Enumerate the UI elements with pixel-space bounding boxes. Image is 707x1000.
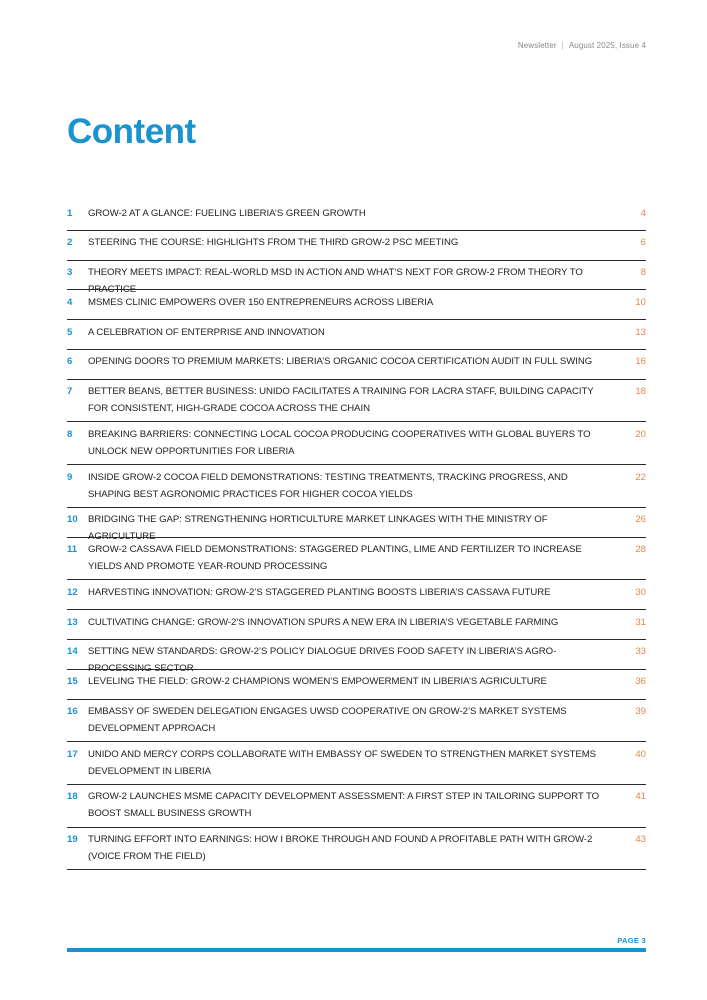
toc-entry-page: 6 bbox=[640, 237, 646, 249]
toc-entry-title: GROW-2 AT A GLANCE: FUELING LIBERIA’S GREEN GROWTH bbox=[88, 207, 366, 219]
toc-entry-number: 8 bbox=[67, 428, 73, 440]
toc-entry-title: BREAKING BARRIERS: CONNECTING LOCAL COCOA PRODUCING COOPERATIVES WITH GLOBAL BUYERS TO UNLOCK NEW OPPORTUNITIES FOR LIBERIA bbox=[88, 428, 591, 457]
toc-entry-number: 2 bbox=[67, 237, 73, 249]
toc-entry-number: 11 bbox=[67, 544, 78, 556]
toc-entry-page: 33 bbox=[635, 646, 646, 658]
toc-entry-3[interactable] bbox=[67, 261, 646, 296]
toc-entry-number: 1 bbox=[67, 207, 73, 219]
toc-entry-number: 5 bbox=[67, 326, 73, 338]
toc-entry-title: SETTING NEW STANDARDS: GROW-2’S POLICY DIALOGUE DRIVES FOOD SAFETY IN LIBERIA’S AGRO-PROCESSING SECTOR bbox=[88, 646, 557, 675]
issue-info: August 2025, Issue 4 bbox=[568, 41, 646, 50]
toc-entry-page: 43 bbox=[635, 834, 646, 846]
toc-entry-number: 9 bbox=[67, 471, 73, 483]
page-title: Content bbox=[67, 112, 196, 151]
toc-entry-8[interactable] bbox=[67, 422, 646, 465]
toc-entry-page: 30 bbox=[635, 586, 646, 598]
toc-entry-12[interactable] bbox=[67, 580, 646, 610]
toc-entry-page: 18 bbox=[635, 386, 646, 398]
toc-entry-title: GROW-2 CASSAVA FIELD DEMONSTRATIONS: STAGGERED PLANTING, LIME AND FERTILIZER TO INCREASE YIELDS AND PROMOTE YEAR-ROUND PROCESSING bbox=[88, 544, 582, 573]
toc-entry-number: 3 bbox=[67, 267, 73, 279]
toc-entry-title: EMBASSY OF SWEDEN DELEGATION ENGAGES UWSD COOPERATIVE ON GROW-2’S MARKET SYSTEMS DEVELOPMENT APPROACH bbox=[88, 706, 567, 735]
toc-entry-11[interactable] bbox=[67, 538, 646, 581]
toc-entry-title: LEVELING THE FIELD: GROW-2 CHAMPIONS WOMEN’S EMPOWERMENT IN LIBERIA’S AGRICULTURE bbox=[88, 676, 547, 688]
toc-entry-title: HARVESTING INNOVATION: GROW-2’S STAGGERED PLANTING BOOSTS LIBERIA’S CASSAVA FUTURE bbox=[88, 586, 551, 598]
toc-entry-9[interactable] bbox=[67, 465, 646, 508]
toc-entry-18[interactable] bbox=[67, 785, 646, 828]
toc-entry-page: 36 bbox=[635, 676, 646, 688]
toc-entry-5[interactable] bbox=[67, 320, 646, 350]
toc-entry-title: UNIDO AND MERCY CORPS COLLABORATE WITH EMBASSY OF SWEDEN TO STRENGTHEN MARKET SYSTEMS DEVELOPMENT IN LIBERIA bbox=[88, 748, 597, 777]
toc-entry-number: 13 bbox=[67, 616, 78, 628]
toc-entry-title: STEERING THE COURSE: HIGHLIGHTS FROM THE THIRD GROW-2 PSC MEETING bbox=[88, 237, 459, 249]
toc-entry-page: 16 bbox=[635, 356, 646, 368]
toc-entry-page: 8 bbox=[640, 267, 646, 279]
toc-entry-number: 17 bbox=[67, 748, 78, 760]
toc-entry-title: CULTIVATING CHANGE: GROW-2’S INNOVATION SPURS A NEW ERA IN LIBERIA’S VEGETABLE FARMING bbox=[88, 616, 559, 628]
toc-entry-4[interactable] bbox=[67, 290, 646, 320]
toc-entry-number: 12 bbox=[67, 586, 78, 598]
toc-entry-number: 18 bbox=[67, 791, 78, 803]
toc-entry-number: 15 bbox=[67, 676, 78, 688]
toc-entry-number: 14 bbox=[67, 646, 78, 658]
toc-entry-page: 26 bbox=[635, 514, 646, 526]
toc-entry-number: 7 bbox=[67, 386, 73, 398]
toc-entry-number: 10 bbox=[67, 514, 78, 526]
toc-entry-title: THEORY MEETS IMPACT: REAL-WORLD MSD IN ACTION AND WHAT’S NEXT FOR GROW-2 FROM THEORY TO PRACTICE bbox=[88, 267, 583, 296]
publication-name: Newsletter bbox=[517, 41, 557, 50]
footer-rule bbox=[67, 948, 646, 952]
toc-entry-page: 10 bbox=[635, 296, 646, 308]
toc-entry-title: BETTER BEANS, BETTER BUSINESS: UNIDO FACILITATES A TRAINING FOR LACRA STAFF, BUILDING CAPACITY FOR CONSISTENT, HIGH-GRADE COCOA ACROSS THE CHAIN bbox=[88, 386, 594, 415]
toc-entry-number: 6 bbox=[67, 356, 73, 368]
toc-entry-1[interactable] bbox=[67, 201, 646, 231]
toc-entry-title: BRIDGING THE GAP: STRENGTHENING HORTICULTURE MARKET LINKAGES WITH THE MINISTRY OF AGRICULTURE bbox=[88, 514, 548, 543]
toc-entry-15[interactable] bbox=[67, 670, 646, 700]
toc-entry-page: 28 bbox=[635, 544, 646, 556]
toc-entry-page: 20 bbox=[635, 428, 646, 440]
toc-entry-page: 4 bbox=[640, 207, 646, 219]
toc-entry-6[interactable] bbox=[67, 350, 646, 380]
toc-entry-2[interactable] bbox=[67, 231, 646, 261]
toc-entry-title: OPENING DOORS TO PREMIUM MARKETS: LIBERIA’S ORGANIC COCOA CERTIFICATION AUDIT IN FULL SWING bbox=[88, 356, 593, 368]
toc-entry-page: 41 bbox=[635, 791, 646, 803]
toc-entry-7[interactable] bbox=[67, 380, 646, 423]
toc-entry-10[interactable] bbox=[67, 508, 646, 543]
toc-entry-title: GROW-2 LAUNCHES MSME CAPACITY DEVELOPMENT ASSESSMENT: A FIRST STEP IN TAILORING SUPPORT TO BOOST SMALL BUSINESS GROWTH bbox=[88, 791, 600, 820]
running-header bbox=[518, 41, 646, 50]
toc-entry-title: MSMES CLINIC EMPOWERS OVER 150 ENTREPRENEURS ACROSS LIBERIA bbox=[88, 296, 434, 308]
page-number-label: PAGE 3 bbox=[617, 936, 646, 945]
toc-entry-page: 13 bbox=[635, 326, 646, 338]
header-separator: | bbox=[561, 41, 564, 50]
table-of-contents bbox=[67, 201, 646, 870]
toc-entry-page: 39 bbox=[635, 706, 646, 718]
toc-entry-page: 40 bbox=[635, 748, 646, 760]
toc-entry-page: 31 bbox=[635, 616, 646, 628]
toc-entry-13[interactable] bbox=[67, 610, 646, 640]
toc-entry-17[interactable] bbox=[67, 742, 646, 785]
toc-entry-14[interactable] bbox=[67, 640, 646, 675]
toc-entry-number: 16 bbox=[67, 706, 78, 718]
toc-entry-19[interactable] bbox=[67, 828, 646, 871]
toc-entry-title: INSIDE GROW-2 COCOA FIELD DEMONSTRATIONS: TESTING TREATMENTS, TRACKING PROGRESS, AND SHAPING BEST AGRONOMIC PRACTICES FOR HIGHER COCOA YIELDS bbox=[88, 471, 568, 500]
toc-entry-title: A CELEBRATION OF ENTERPRISE AND INNOVATION bbox=[88, 326, 325, 338]
toc-entry-number: 4 bbox=[67, 296, 73, 308]
toc-entry-page: 22 bbox=[635, 471, 646, 483]
toc-entry-title: TURNING EFFORT INTO EARNINGS: HOW I BROKE THROUGH AND FOUND A PROFITABLE PATH WITH GROW-2 (VOICE FROM THE FIELD) bbox=[88, 834, 593, 863]
toc-entry-16[interactable] bbox=[67, 700, 646, 743]
toc-entry-number: 19 bbox=[67, 834, 78, 846]
